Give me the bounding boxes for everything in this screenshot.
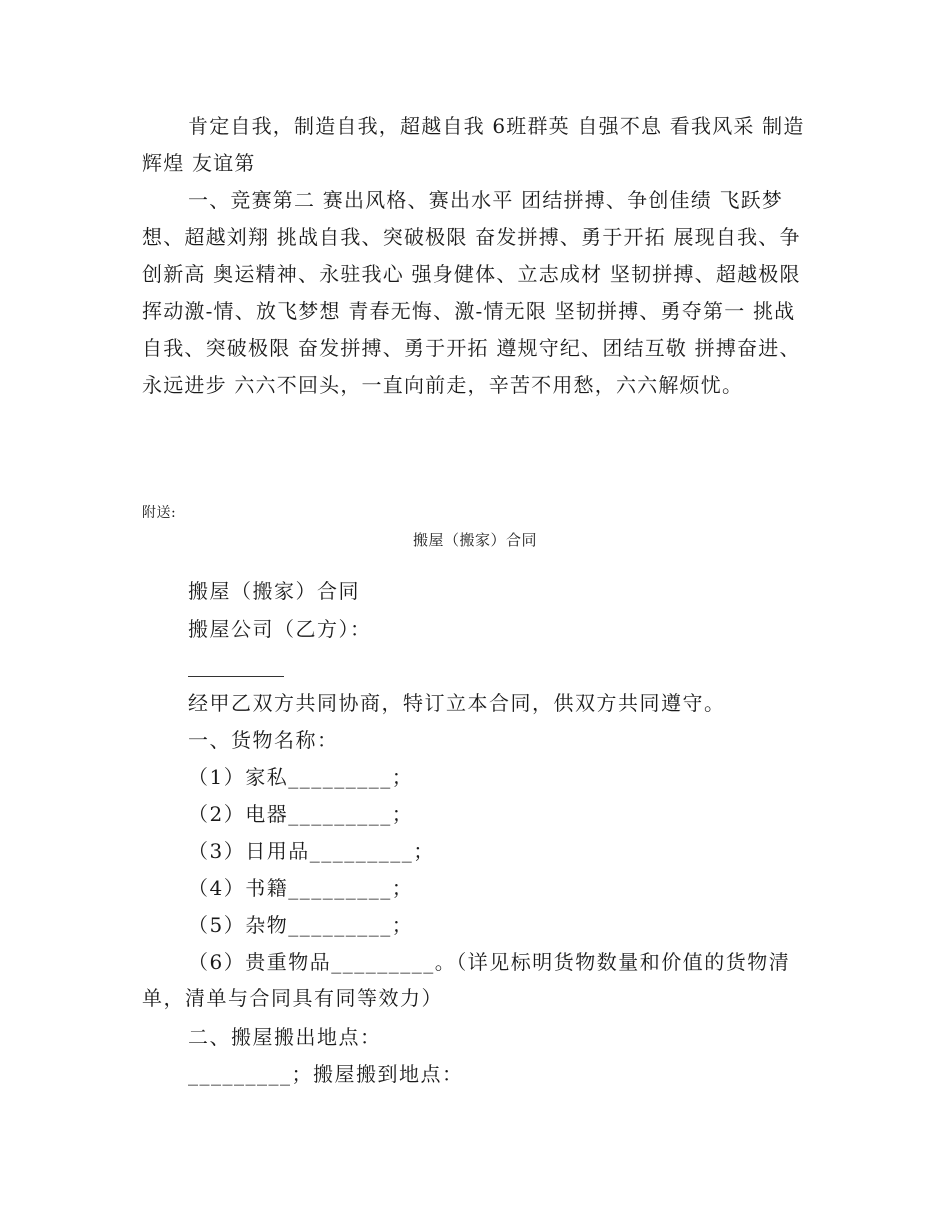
section-origin-heading: 二、搬屋搬出地点： [188,1025,382,1049]
goods-item: （4）书籍_________； [188,876,414,900]
goods-item-valuables: （6）贵重物品_________。（详见标明货物数量和价值的货物清单，清单与合同具有同等效力） [142,950,791,1010]
contract-title: 搬屋（搬家）合同 [412,531,537,549]
contract-heading: 搬屋（搬家）合同 [188,579,360,603]
contract-intro: 经甲乙双方共同协商，特订立本合同，供双方共同遵守。 [188,691,726,715]
goods-item: （3）日用品_________； [188,839,435,863]
section-goods-heading: 一、货物名称： [188,728,339,752]
company-blank-underline [188,658,284,677]
destination-line: _________；搬屋搬到地点： [188,1062,464,1086]
company-line: 搬屋公司（乙方）： [188,617,372,641]
goods-item: （1）家私_________； [188,765,414,789]
goods-item: （2）电器_________； [188,802,414,826]
attachment-label: 附送: [142,505,177,521]
goods-item: （5）杂物_________； [188,913,414,937]
slogan-paragraph-1: 肯定自我，制造自我，超越自我 6班群英 自强不息 看我风采 制造辉煌 友谊第 [142,114,805,175]
slogan-paragraph-2: 一、竞赛第二 赛出风格、赛出水平 团结拼搏、争创佳绩 飞跃梦想、超越刘翔 挑战自我、突破极限 奋发拼搏、勇于开拓 展现自我、争创新高 奥运精神、永驻我心 强身健体、立志成材 坚韧拼搏、超越极限 挥动激-情、放飞梦想 青春无悔、激-情无限 坚韧拼搏、勇夺第一 挑战自我、突破极限 奋发拼搏、勇于开拓 遵规守纪、团结互敬 拼搏奋进、永远进步 六六不回头，一直向前走，辛苦不用愁，六六解烦忧。 [142,188,801,397]
